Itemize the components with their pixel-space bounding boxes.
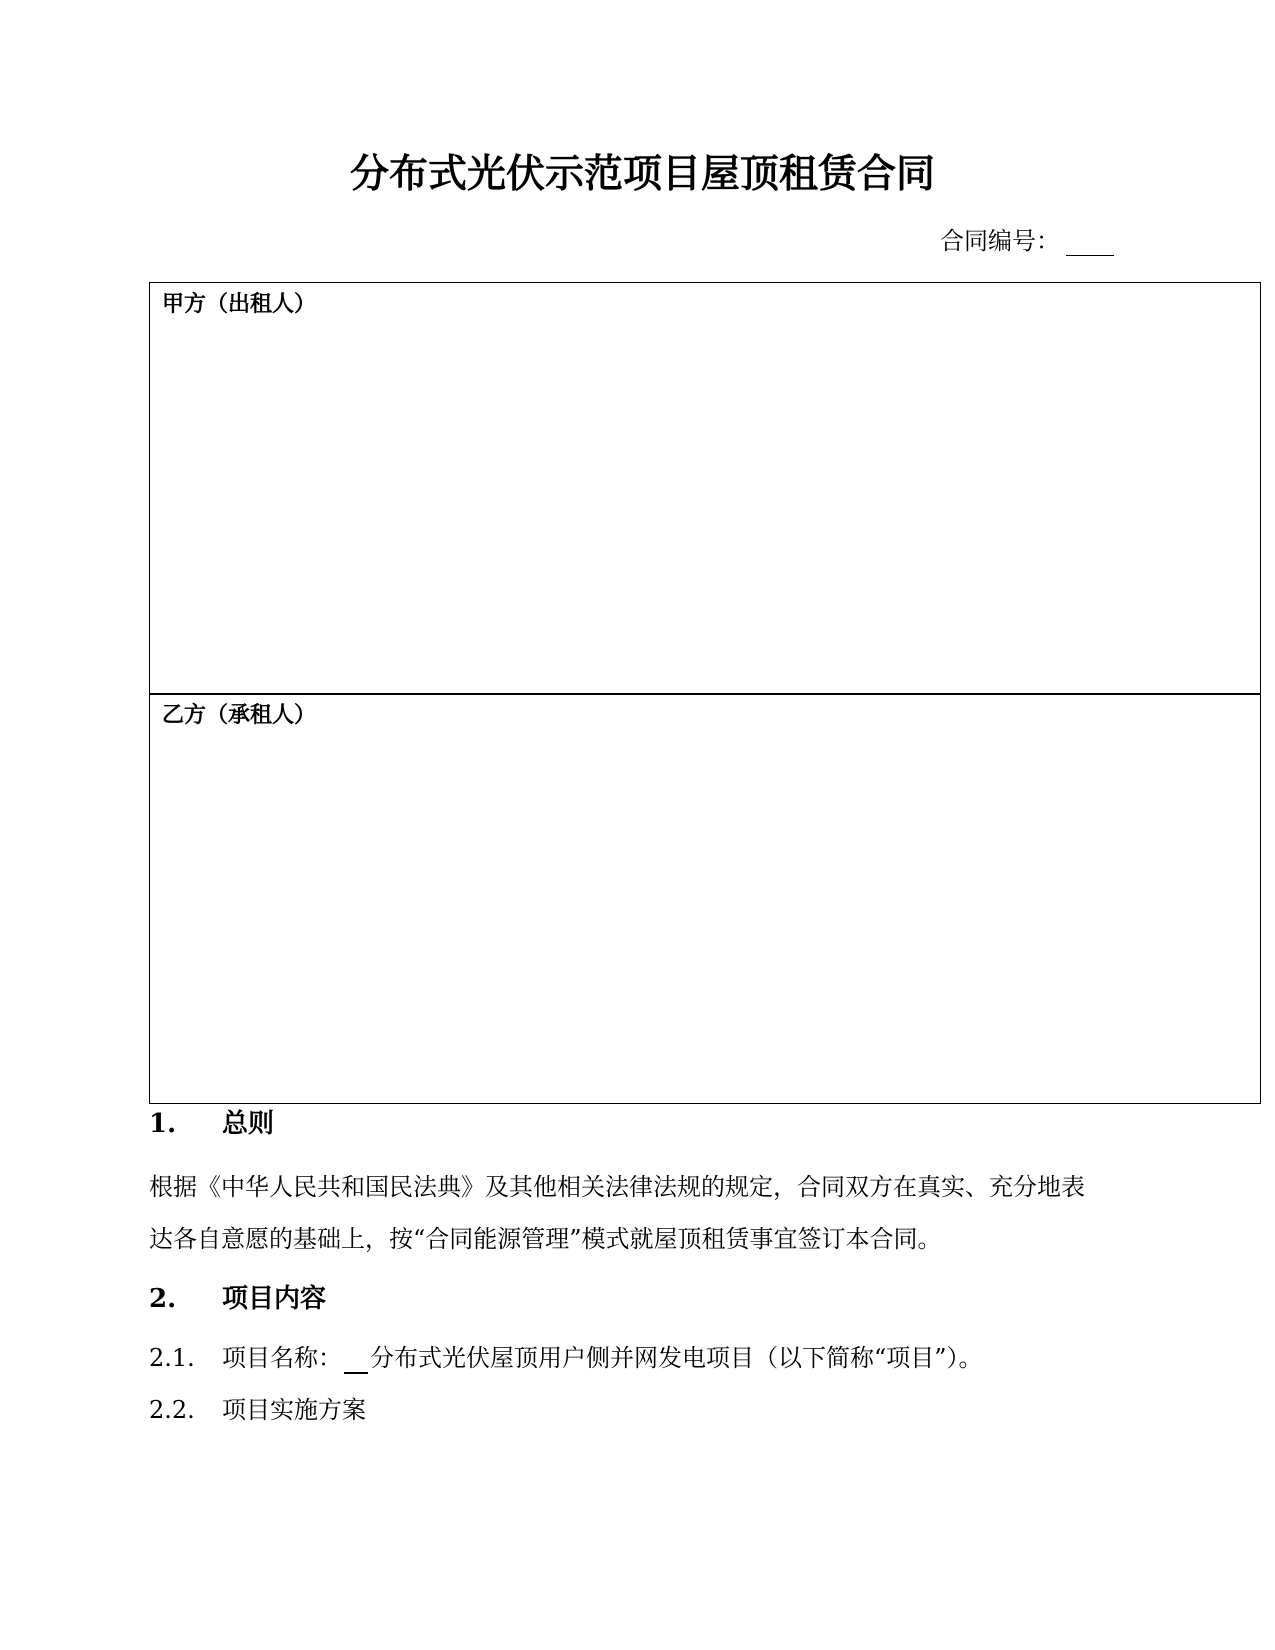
- section-1-heading: [149, 1107, 274, 1141]
- project-name-blank[interactable]: [344, 1348, 368, 1374]
- section-1-paragraph-line-1: 根据《中华人民共和国民法典》及其他相关法律法规的规定，合同双方在真实、充分地表: [149, 1173, 1085, 1201]
- contract-number-label: 合同编号：: [940, 227, 1060, 255]
- item-2-1: [149, 1342, 983, 1374]
- section-1-number: 1.: [149, 1109, 177, 1139]
- party-b-box: [149, 693, 1261, 1104]
- party-a-box: [149, 282, 1261, 695]
- section-2-heading: [149, 1282, 326, 1316]
- item-2-1-number: 2.1.: [149, 1344, 195, 1372]
- document-title: 分布式光伏示范项目屋顶租赁合同: [349, 151, 935, 197]
- section-2-title: 项目内容: [222, 1284, 327, 1314]
- item-2-2: [149, 1394, 366, 1426]
- section-1-title: 总则: [222, 1109, 275, 1139]
- contract-number-field: [940, 226, 1114, 256]
- section-2-number: 2.: [149, 1284, 177, 1314]
- section-1-paragraph-line-2: 达各自意愿的基础上，按“合同能源管理”模式就屋顶租赁事宜签订本合同。: [149, 1225, 942, 1253]
- item-2-1-prefix: 项目名称：: [222, 1344, 342, 1372]
- item-2-2-text: 项目实施方案: [222, 1396, 366, 1424]
- party-a-label: 甲方（出租人）: [162, 291, 317, 317]
- item-2-1-text: 分布式光伏屋顶用户侧并网发电项目（以下简称“项目”）。: [370, 1344, 983, 1372]
- contract-number-blank[interactable]: [1066, 233, 1114, 256]
- item-2-2-number: 2.2.: [149, 1396, 195, 1424]
- party-b-label: 乙方（承租人）: [162, 702, 317, 728]
